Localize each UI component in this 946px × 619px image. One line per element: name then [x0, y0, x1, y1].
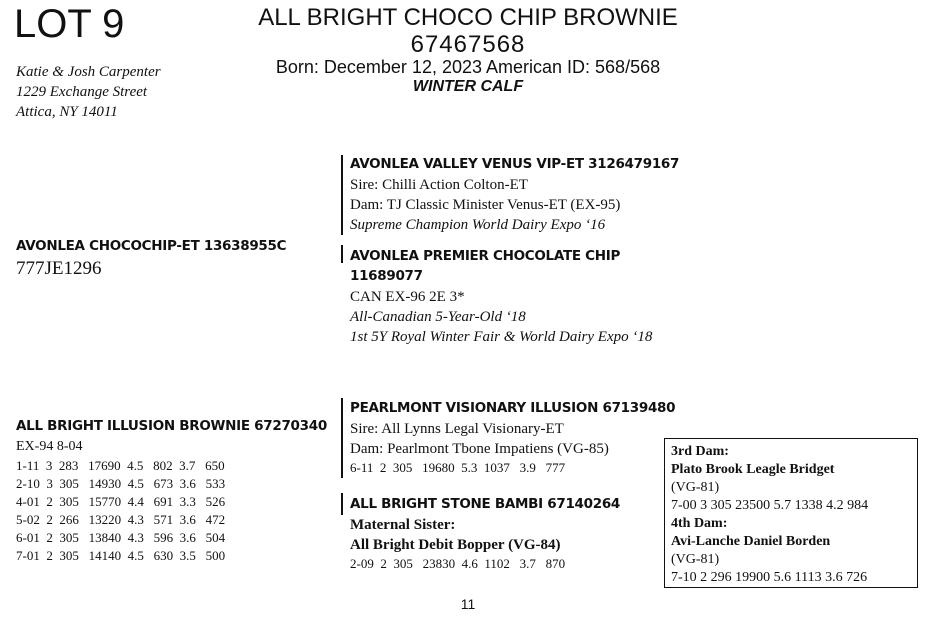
paternal-grandsire-sire: Sire: Chilli Action Colton-ET	[350, 177, 528, 193]
dam-record-row: 4-01 2 305 15770 4.4 691 3.3 526	[16, 494, 226, 509]
dam-name: ALL BRIGHT ILLUSION BROWNIE 67270340	[16, 418, 327, 434]
maternal-sister-name-text: All Bright Debit Bopper (VG-84)	[350, 537, 561, 553]
fourth-dam-label: 4th Dam:	[671, 516, 728, 531]
dam-record-row: 6-01 2 305 13840 4.3 596 3.6 504	[16, 530, 226, 545]
animal-registration: 67467568	[410, 31, 526, 58]
third-dam-name: Plato Brook Leagle Bridget	[671, 462, 835, 477]
fourth-dam-name: Avi-Lanche Daniel Borden	[671, 534, 831, 549]
paternal-granddam-note2: 1st 5Y Royal Winter Fair & World Dairy Expo ‘18	[350, 329, 653, 345]
paternal-grandsire-name: AVONLEA VALLEY VENUS VIP-ET 3126479167	[350, 156, 680, 172]
maternal-grandsire-name: PEARLMONT VISIONARY ILLUSION 67139480	[350, 400, 676, 416]
third-dam-class: (VG-81)	[671, 480, 720, 495]
maternal-sister-name	[350, 535, 561, 555]
maternal-sister-label: Maternal Sister:	[350, 517, 456, 533]
pedigree-bracket	[341, 155, 343, 235]
extended-dams-box	[664, 438, 918, 588]
pedigree-bracket	[341, 493, 343, 515]
maternal-sister-record: 2-09 2 305 23830 4.6 1102 3.7 870	[350, 556, 566, 571]
animal-name: ALL BRIGHT CHOCO CHIP BROWNIE	[258, 4, 678, 31]
maternal-grandsire-record: 6-11 2 305 19680 5.3 1037 3.9 777	[350, 460, 566, 475]
sire-code: 777JE1296	[16, 258, 102, 279]
maternal-grandsire-sire: Sire: All Lynns Legal Visionary-ET	[350, 421, 564, 437]
third-dam-label: 3rd Dam:	[671, 444, 729, 459]
paternal-granddam-name: AVONLEA PREMIER CHOCOLATE CHIP	[350, 248, 621, 264]
paternal-grandsire-note: Supreme Champion World Dairy Expo ‘16	[350, 217, 606, 233]
fourth-dam-record: 7-10 2 296 19900 5.6 1113 3.6 726	[671, 570, 868, 585]
pedigree-bracket	[341, 245, 343, 263]
dam-record-row: 7-01 2 305 14140 4.5 630 3.5 500	[16, 548, 226, 563]
dam-record-row: 1-11 3 283 17690 4.5 802 3.7 650	[16, 458, 225, 473]
fourth-dam-class: (VG-81)	[671, 552, 720, 567]
owner-name: Katie & Josh Carpenter	[16, 64, 161, 80]
animal-born-info: Born: December 12, 2023 American ID: 568/568	[275, 57, 661, 77]
paternal-granddam-note1: All-Canadian 5-Year-Old ‘18	[350, 309, 526, 325]
owner-city: Attica, NY 14011	[16, 104, 118, 120]
dam-record-row: 5-02 2 266 13220 4.3 571 3.6 472	[16, 512, 226, 527]
paternal-grandsire-dam: Dam: TJ Classic Minister Venus-ET (EX-95)	[350, 197, 621, 213]
owner-street: 1229 Exchange Street	[16, 84, 148, 100]
pedigree-bracket	[341, 398, 343, 478]
dam-records	[16, 457, 225, 565]
sire-name: AVONLEA CHOCOCHIP-ET 13638955C	[16, 238, 287, 254]
lot-number: LOT 9	[14, 2, 125, 46]
dam-classification: EX-94 8-04	[16, 439, 83, 454]
paternal-granddam-class: CAN EX-96 2E 3*	[350, 289, 465, 305]
dam-record-row: 2-10 3 305 14930 4.5 673 3.6 533	[16, 476, 226, 491]
page-number: 11	[460, 596, 476, 612]
third-dam-record: 7-00 3 305 23500 5.7 1338 4.2 984	[671, 498, 869, 513]
maternal-granddam-name: ALL BRIGHT STONE BAMBI 67140264	[350, 496, 621, 512]
animal-class: WINTER CALF	[412, 78, 524, 95]
maternal-grandsire-dam: Dam: Pearlmont Tbone Impatiens (VG-85)	[350, 441, 609, 457]
paternal-granddam-reg: 11689077	[350, 268, 423, 284]
